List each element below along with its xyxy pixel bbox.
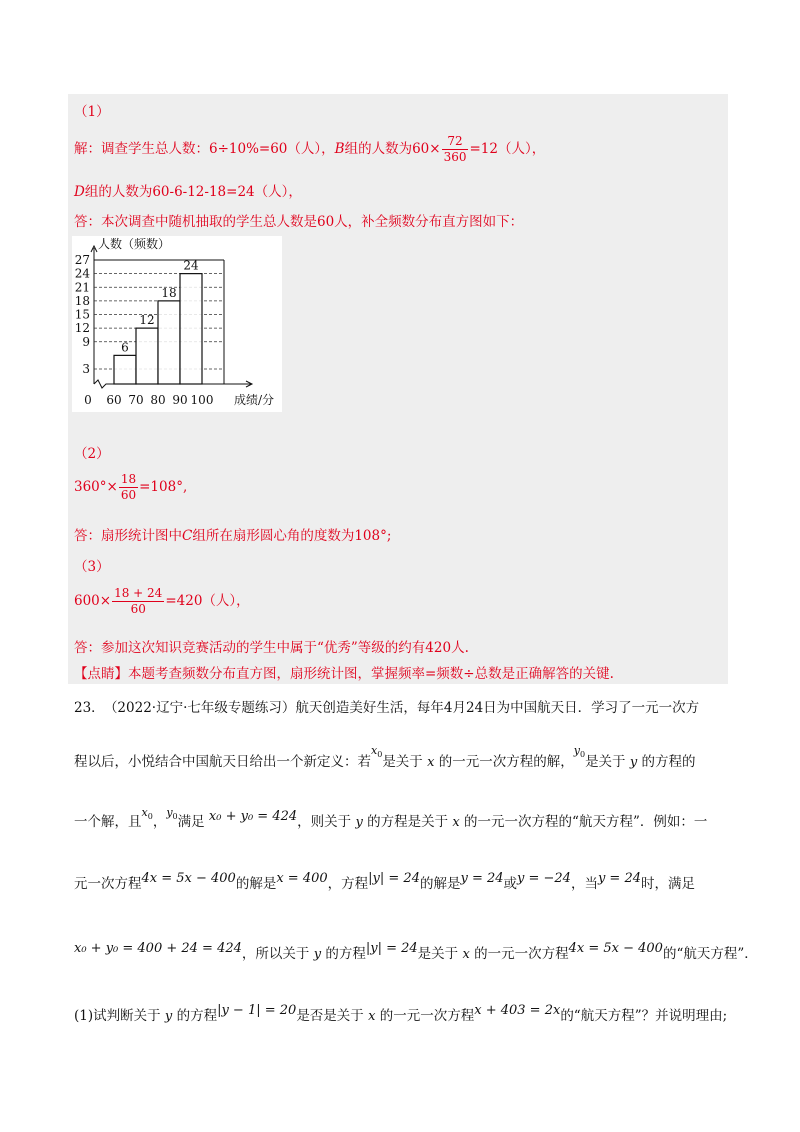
question-23-line2: 程以后，小悦结合中国航天日给出一个新定义：若$^{x_0}$是关于 x 的一元一次方程的解，$^{y_0}$是关于 y 的方程的 bbox=[74, 744, 696, 770]
origin-label: 0 bbox=[84, 393, 92, 407]
part2-line2: 答：扇形统计图中C组所在扇形圆心角的度数为108°; bbox=[74, 528, 392, 544]
part1-line3: 答：本次调查中随机抽取的学生总人数是60人，补全频数分布直方图如下： bbox=[74, 214, 524, 230]
x-tick-80: 80 bbox=[150, 393, 166, 407]
y-axis-label: 人数（频数） bbox=[98, 237, 171, 251]
y-tick-12: 12 bbox=[74, 321, 90, 336]
part3-line2: 答：参加这次知识竞赛活动的学生中属于“优秀”等级的约有420人. bbox=[74, 640, 469, 656]
part2-label: （2） bbox=[74, 446, 110, 462]
y-tick-15: 15 bbox=[74, 307, 90, 322]
question-23-line3: 一个解，且$^{x_0}$，$^{y_0}$满足 x₀ + y₀ = 424，则关于 y 的方程是关于 x 的一元一次方程的“航天方程”．例如：一 bbox=[74, 806, 708, 830]
y-tick-18: 18 bbox=[74, 293, 90, 308]
fraction-18-60: $\frac{18}{60}$ bbox=[120, 472, 137, 502]
part1-line2: D组的人数为60-6-12-18=24（人）， bbox=[74, 184, 302, 200]
y-tick-24: 24 bbox=[74, 266, 90, 281]
histogram-chart bbox=[72, 236, 282, 412]
question-23-part1: (1)试判断关于 y 的方程|y − 1| = 20是否是关于 x 的一元一次方程x + 403 = 2x的“航天方程”？并说明理由; bbox=[74, 1003, 728, 1024]
bar-90-100 bbox=[180, 274, 202, 384]
question-23-line4: 元一次方程4x = 5x − 400的解是x = 400，方程|y| = 24的解是y = 24或y = −24，当y = 24时，满足 bbox=[74, 871, 695, 892]
part1-label: （1） bbox=[74, 104, 110, 120]
part1-line1: 解：调查学生总人数：6÷10%=60（人），B组的人数为60× $\frac{72}{360}$ =12（人）， bbox=[74, 134, 546, 164]
data-label-12: 12 bbox=[139, 313, 155, 328]
bar-70-80 bbox=[136, 328, 158, 384]
question-23-line1: 23． （2022·辽宁·七年级专题练习）航天创造美好生活，每年4月24日为中国航天日．学习了一元一次方 bbox=[74, 700, 700, 716]
comment-note: 【点睛】本题考查频数分布直方图，扇形统计图，掌握频率=频数÷总数是正确解答的关键. bbox=[74, 666, 614, 682]
x-tick-60: 60 bbox=[106, 393, 122, 407]
bar-80-90 bbox=[158, 301, 180, 384]
part3-line1: 600× $\frac{18 + 24}{60}$ =420（人）， bbox=[74, 586, 250, 616]
histogram-svg bbox=[72, 236, 282, 412]
x-tick-100: 100 bbox=[190, 393, 214, 407]
y-tick-27: 27 bbox=[74, 253, 90, 267]
x-tick-70: 70 bbox=[128, 393, 144, 407]
x-tick-90: 90 bbox=[172, 393, 188, 407]
fraction-72-360: $\frac{72}{360}$ bbox=[443, 134, 467, 164]
data-label-24: 24 bbox=[183, 258, 199, 273]
y-tick-9: 9 bbox=[82, 334, 90, 349]
data-label-18: 18 bbox=[161, 285, 177, 300]
part3-label: （3） bbox=[74, 559, 110, 575]
y-tick-3: 3 bbox=[82, 362, 90, 376]
data-label-6: 6 bbox=[121, 340, 129, 355]
fraction-42-60: $\frac{18 + 24}{60}$ bbox=[114, 586, 163, 616]
bar-60-70 bbox=[114, 355, 136, 384]
y-tick-21: 21 bbox=[74, 280, 90, 295]
question-23-line5: x₀ + y₀ = 400 + 24 = 424，所以关于 y 的方程|y| = 24是关于 x 的一元一次方程4x = 5x − 400的“航天方程”． bbox=[74, 941, 758, 962]
x-axis-label: 成绩/分 bbox=[233, 393, 275, 407]
part2-line1: 360°× $\frac{18}{60}$ =108°, bbox=[74, 472, 188, 502]
